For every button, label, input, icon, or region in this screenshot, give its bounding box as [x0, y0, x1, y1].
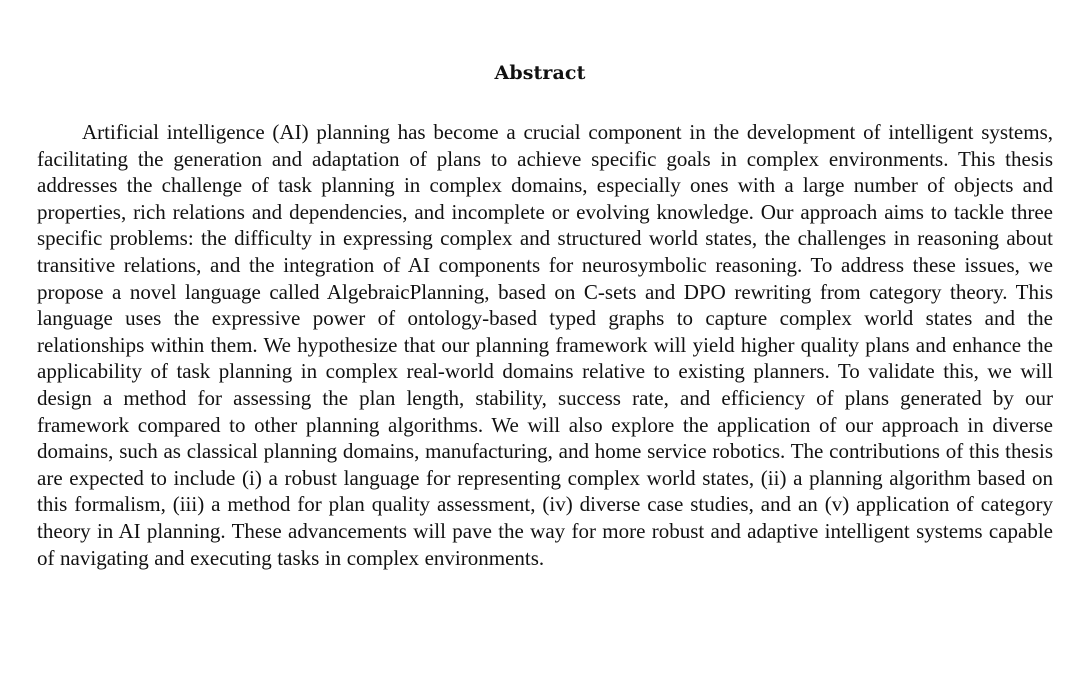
- abstract-heading: Abstract: [494, 62, 586, 84]
- abstract-paragraph: Artificial intelligence (AI) planning has become a crucial component in the development of intelligent systems, facilitating the generation and adaptation of plans to achieve specific goals in complex environments. This thesis addresses the challenge of task planning in complex domains, especially ones with a large number of objects and properties, rich relations and dependencies, and incomplete or evolving knowledge. Our approach aims to tackle three specific problems: the difficulty in expressing complex and structured world states, the challenges in reasoning about transitive relations, and the integration of AI components for neurosymbolic reasoning. To address these issues, we propose a novel language called AlgebraicPlanning, based on C-sets and DPO rewriting from category theory. This language uses the expressive power of ontology-based typed graphs to capture complex world states and the relationships within them. We hypothesize that our planning framework will yield higher quality plans and enhance the applicability of task planning in complex real-world domains relative to existing planners. To validate this, we will design a method for assessing the plan length, stability, success rate, and efficiency of plans generated by our framework compared to other planning algorithms. We will also explore the application of our approach in diverse domains, such as classical planning domains, manufacturing, and home service robotics. The contributions of this thesis are expected to include (i) a robust language for representing complex world states, (ii) a planning algorithm based on this formalism, (iii) a method for plan quality assessment, (iv) diverse case studies, and an (v) application of category theory in AI planning. These advancements will pave the way for more robust and adaptive intelligent systems capable of navigating and executing tasks in complex environments.: [37, 120, 1053, 570]
